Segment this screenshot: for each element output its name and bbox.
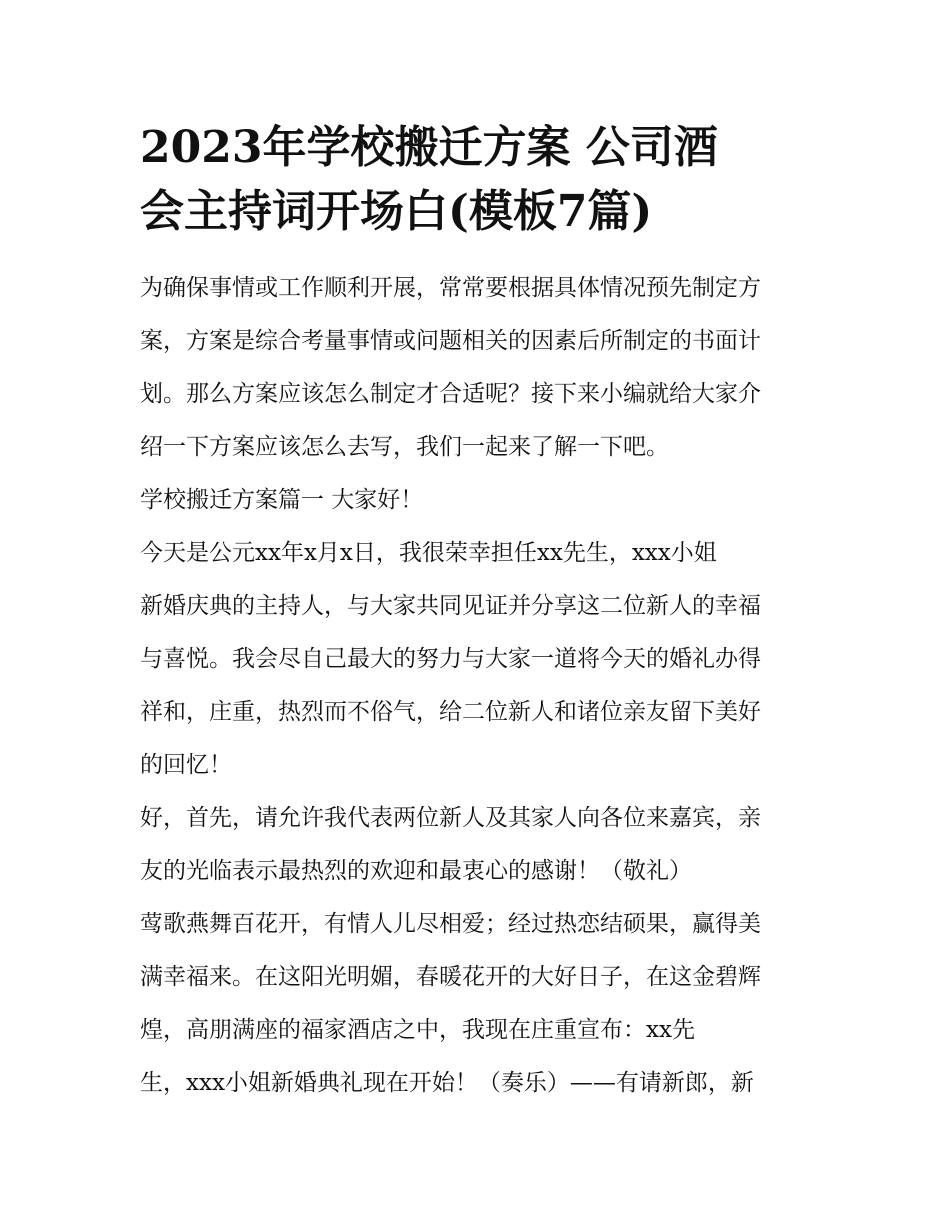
document-page bbox=[140, 116, 820, 1110]
body-line-16: 生，xxx小姐新婚典礼现在开始！（奏乐）——有请新郎，新 bbox=[140, 1070, 754, 1096]
title-line-1: 2023年学校搬迁方案 公司酒 bbox=[140, 122, 718, 173]
body-line-15: 煌，高朋满座的福家酒店之中，我现在庄重宣布：xx先 bbox=[140, 1017, 695, 1043]
title-line-2: 会主持词开场白(模板7篇) bbox=[140, 186, 653, 237]
document-title bbox=[140, 116, 820, 244]
body-line-9: 祥和，庄重，热烈而不俗气，给二位新人和诸位亲友留下美好 bbox=[140, 699, 761, 725]
body-line-1: 为确保事情或工作顺利开展，常常要根据具体情况预先制定方 bbox=[140, 275, 761, 301]
body-line-11: 好，首先，请允许我代表两位新人及其家人向各位来嘉宾，亲 bbox=[140, 805, 761, 831]
body-line-12: 友的光临表示最热烈的欢迎和最衷心的感谢！（敬礼） bbox=[140, 858, 692, 884]
body-line-8: 与喜悦。我会尽自己最大的努力与大家一道将今天的婚礼办得 bbox=[140, 646, 761, 672]
body-line-3: 划。那么方案应该怎么制定才合适呢？接下来小编就给大家介 bbox=[140, 381, 761, 407]
document-body bbox=[140, 262, 820, 1110]
body-line-4: 绍一下方案应该怎么去写，我们一起来了解一下吧。 bbox=[140, 434, 669, 460]
body-line-6: 今天是公元xx年x月x日，我很荣幸担任xx先生，xxx小姐 bbox=[140, 540, 717, 566]
body-line-10: 的回忆！ bbox=[140, 752, 232, 778]
body-line-13: 莺歌燕舞百花开，有情人儿尽相爱；经过热恋结硕果，赢得美 bbox=[140, 911, 761, 937]
body-line-7: 新婚庆典的主持人，与大家共同见证并分享这二位新人的幸福 bbox=[140, 593, 761, 619]
body-line-14: 满幸福来。在这阳光明媚，春暖花开的大好日子，在这金碧辉 bbox=[140, 964, 761, 990]
body-line-5: 学校搬迁方案篇一 大家好！ bbox=[140, 487, 424, 513]
body-line-2: 案，方案是综合考量事情或问题相关的因素后所制定的书面计 bbox=[140, 328, 761, 354]
